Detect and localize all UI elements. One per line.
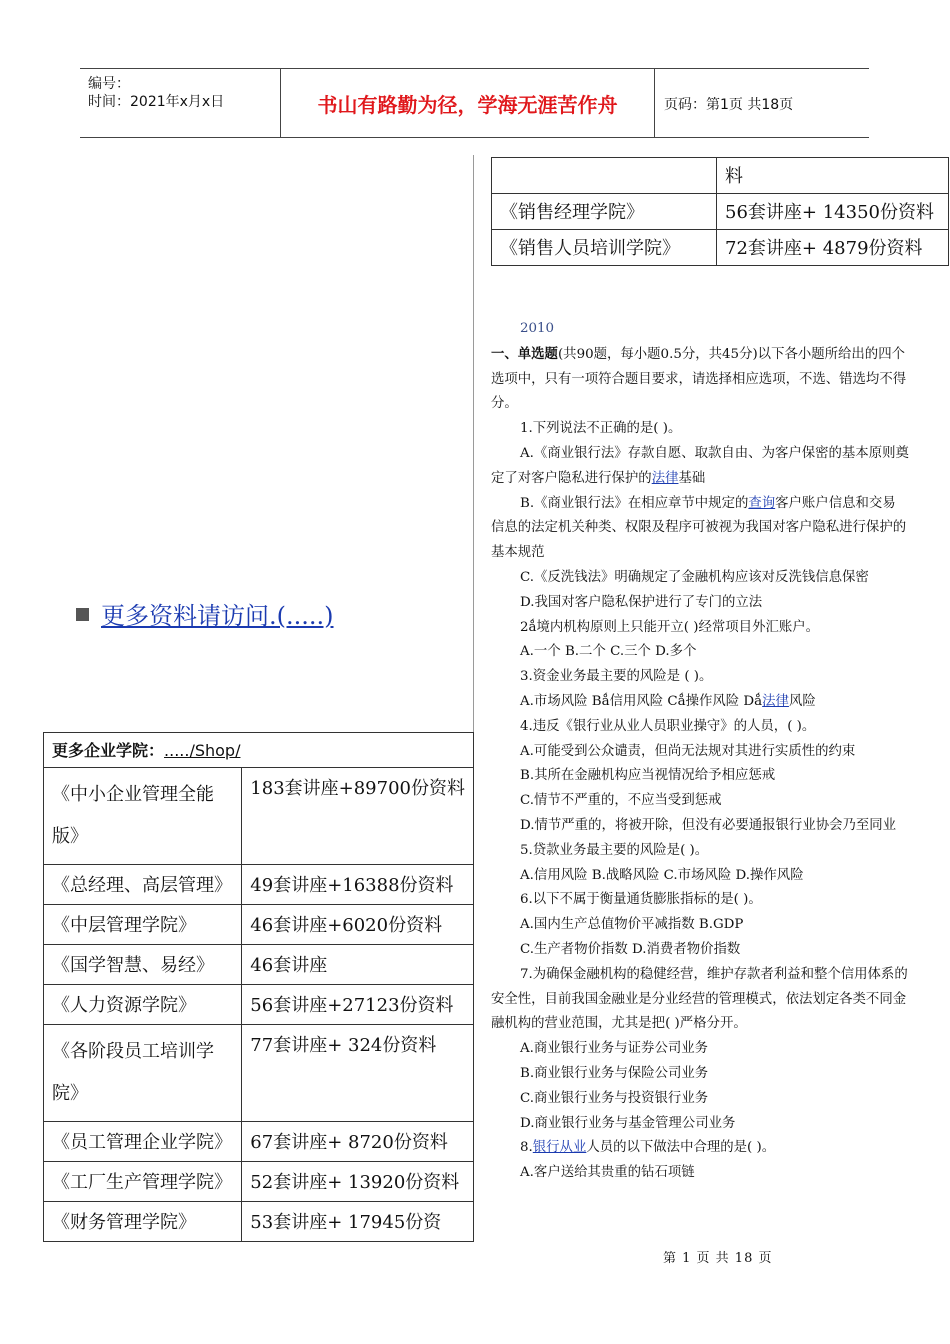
question-1: 1.下列说法不正确的是( )。 (520, 421, 682, 437)
option-text: 基础 (678, 470, 706, 486)
question-1-option-c: C.《反洗钱法》明确规定了金融机构应该对反洗钱信息保密 (520, 569, 869, 585)
question-7-option-c: C.商业银行业务与投资银行业务 (520, 1090, 709, 1106)
question-8-option-a: A.客户送给其贵重的钻石项链 (520, 1165, 695, 1181)
question-text: 8. (520, 1140, 533, 1156)
table-cell: 46套讲座+6020份资料 (242, 905, 474, 945)
question-2-options: A.一个 B.二个 C.三个 D.多个 (520, 644, 697, 660)
question-4-option-d: D.情节严重的，将被开除，但没有必要通报银行业协会乃至同业 (520, 817, 897, 833)
table-cell: 67套讲座+ 8720份资料 (242, 1122, 474, 1162)
law-link[interactable]: 法律 (651, 470, 679, 486)
header-motto: 书山有路勤为径，学海无涯苦作舟 (281, 69, 655, 137)
table-row (44, 865, 474, 905)
table-row (44, 1162, 474, 1202)
table-row (44, 1122, 474, 1162)
table-row (44, 905, 474, 945)
table-cell: 《国学智慧、易经》 (44, 945, 242, 985)
table-cell: 料 (717, 158, 949, 194)
table-cell: 《销售人员培训学院》 (492, 230, 717, 266)
question-1-option-b (491, 492, 909, 566)
table-cell: 46套讲座 (242, 945, 474, 985)
table-row (492, 230, 949, 266)
table-row (44, 985, 474, 1025)
law-link[interactable]: 法律 (762, 693, 789, 709)
question-2: 2ǻ境内机构原则上只能开立( )经常项目外汇账户。 (520, 619, 820, 635)
table-row (492, 158, 949, 194)
table-cell (492, 158, 717, 194)
table-row (492, 194, 949, 230)
table-cell: 《财务管理学院》 (44, 1202, 242, 1242)
table-header-cell (44, 733, 474, 768)
question-4-option-c: C.情节不严重的，不应当受到惩戒 (520, 793, 722, 809)
table-cell (44, 1025, 242, 1122)
table-row (44, 1202, 474, 1242)
table-row (44, 945, 474, 985)
document-number: 编号： (88, 76, 130, 92)
table-cell: 49套讲座+16388份资料 (242, 865, 474, 905)
page-header (80, 68, 869, 138)
table-header-label: 更多企业学院： (52, 741, 165, 760)
section-description: (共90题，每小题0.5分，共45分)以下各小题所给出的四个选项中，只有一项符合题目要求，请选择相应选项，不选、错选均不得分。 (491, 346, 907, 412)
table-cell: 《工厂生产管理学院》 (44, 1162, 242, 1202)
document-time: 时间：2021年x月x日 (88, 94, 225, 110)
question-7-option-d: D.商业银行业务与基金管理公司业务 (520, 1115, 736, 1131)
page-footer: 第 1 页 共 18 页 (663, 1251, 773, 1266)
shop-link[interactable]: ...../Shop/ (164, 741, 241, 760)
exam-year: 2010 (520, 321, 555, 336)
table-row (44, 768, 474, 865)
row-name-line: 《中小企业管理全能 (52, 784, 214, 805)
table-cell: 183套讲座+89700份资料 (242, 768, 474, 865)
question-6-options-ab: A.国内生产总值物价平减指数 B.GDP (520, 917, 744, 933)
row-name-line: 版》 (52, 826, 88, 847)
table-cell: 《中层管理学院》 (44, 905, 242, 945)
row-name-line: 院》 (52, 1083, 88, 1104)
section-title: 一、单选题 (491, 345, 558, 362)
question-8 (491, 1136, 909, 1161)
question-6: 6.以下不属于衡量通货膨胀指标的是( )。 (520, 892, 762, 908)
table-header-row (44, 733, 474, 768)
table-cell (44, 768, 242, 865)
question-5-options: A.信用风险 B.战略风险 C.市场风险 D.操作风险 (520, 867, 804, 883)
table-cell: 《员工管理企业学院》 (44, 1122, 242, 1162)
question-7-option-b: B.商业银行业务与保险公司业务 (520, 1065, 709, 1081)
question-6-options-cd: C.生产者物价指数 D.消费者物价指数 (520, 941, 741, 957)
more-resources-link[interactable]: 更多资料请访问.(.....) (101, 602, 334, 630)
option-text: A.市场风险 Bǻ信用风险 Cǻ操作风险 Dǻ (520, 693, 763, 709)
question-1-option-a (491, 442, 909, 492)
table-cell: 56套讲座+ 14350份资料 (717, 194, 949, 230)
question-text: 人员的以下做法中合理的是( )。 (586, 1140, 776, 1156)
question-4-option-a: A.可能受到公众谴责，但尚无法规对其进行实质性的约束 (520, 743, 856, 759)
option-text: 风险 (788, 693, 816, 709)
option-text: 客户账户信息和交易信息的法定机关种类、权限及程序可被视为我国对客户隐私进行保护的基本规范 (491, 495, 907, 561)
table-cell: 《人力资源学院》 (44, 985, 242, 1025)
table-cell: 52套讲座+ 13920份资料 (242, 1162, 474, 1202)
header-meta (80, 69, 281, 137)
more-resources (76, 596, 334, 631)
sales-academy-table (491, 157, 949, 266)
question-7-option-a: A.商业银行业务与证券公司业务 (520, 1041, 709, 1057)
question-5: 5.贷款业务最主要的风险是( )。 (520, 842, 709, 858)
table-cell: 《总经理、高层管理》 (44, 865, 242, 905)
table-cell: 53套讲座+ 17945份资 (242, 1202, 474, 1242)
exam-content (491, 317, 909, 1186)
query-link[interactable]: 查询 (748, 495, 776, 511)
question-7: 7.为确保金融机构的稳健经营，维护存款者利益和整个信用体系的安全性，目前我国金融业是分业经营的管理模式，依法划定各类不同金融机构的营业范围，尤其是把( )严格分开。 (491, 966, 908, 1032)
table-row (44, 1025, 474, 1122)
table-cell: 56套讲座+27123份资料 (242, 985, 474, 1025)
table-cell: 77套讲座+ 324份资料 (242, 1025, 474, 1122)
question-4-option-b: B.其所在金融机构应当视情况给予相应惩戒 (520, 768, 776, 784)
square-bullet-icon (76, 608, 89, 621)
table-cell: 《销售经理学院》 (492, 194, 717, 230)
question-3-options (491, 690, 909, 715)
question-3: 3.资金业务最主要的风险是 ( )。 (520, 669, 713, 685)
academy-table (43, 732, 474, 1242)
row-name-line: 《各阶段员工培训学 (52, 1041, 214, 1062)
question-1-option-d: D.我国对客户隐私保护进行了专门的立法 (520, 594, 763, 610)
table-cell: 72套讲座+ 4879份资料 (717, 230, 949, 266)
option-text: A.《商业银行法》存款自愿、取款自由、为客户保密的基本原则奠定了对客户隐私进行保护的 (491, 445, 909, 486)
option-text: B.《商业银行法》在相应章节中规定的 (520, 495, 749, 511)
question-4: 4.违反《银行业从业人员职业操守》的人员，( )。 (520, 718, 816, 734)
section-heading (491, 342, 909, 417)
header-page-info: 页码：第1页 共18页 (664, 97, 794, 113)
banking-link[interactable]: 银行从业 (532, 1140, 587, 1156)
